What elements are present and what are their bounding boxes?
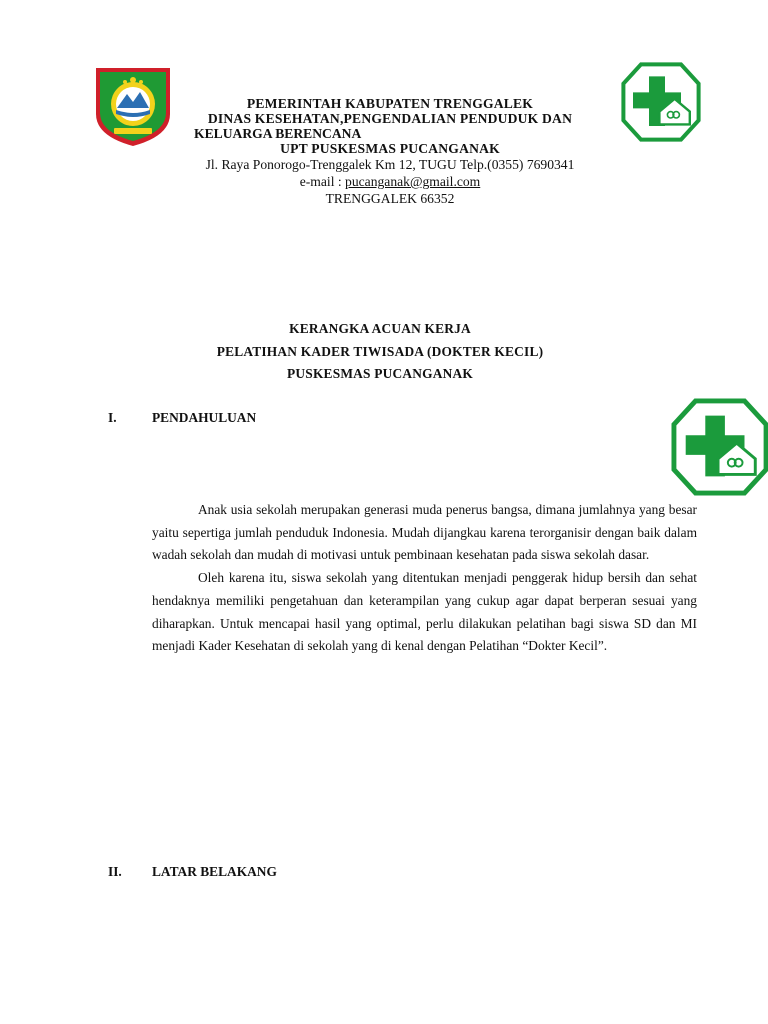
city-line: TRENGGALEK 66352 xyxy=(325,191,455,206)
department-line-2: KELUARGA BERENCANA xyxy=(194,126,362,141)
section-title: LATAR BELAKANG xyxy=(152,864,277,879)
paragraph: Anak usia sekolah merupakan generasi muda penerus bangsa, dimana jumlahnya yang besar yaitu sepertiga jumlah penduduk Indonesia. Mudah dijangkau karena terorganisir dengan baik dalam wadah sekolah dan mudah di motivasi untuk pembinaan kesehatan pada siswa sekolah dasar. xyxy=(152,502,697,563)
address-line: Jl. Raya Ponorogo-Trenggalek Km 12, TUGU Telp.(0355) 7690341 xyxy=(205,157,575,172)
trenggalek-regency-emblem xyxy=(92,64,174,148)
email-line: e-mail : pucanganak@gmail.com xyxy=(299,174,481,189)
department-line-1: DINAS KESEHATAN,PENGENDALIAN PENDUDUK DAN xyxy=(207,111,573,126)
document-title xyxy=(150,318,610,386)
title-line-2: PELATIHAN KADER TIWISADA (DOKTER KECIL) xyxy=(216,343,544,359)
section-title: PENDAHULUAN xyxy=(152,410,257,425)
section-number: II. xyxy=(108,864,122,879)
email-link[interactable]: pucanganak@gmail.com xyxy=(345,174,481,189)
paragraph: Oleh karena itu, siswa sekolah yang ditentukan menjadi penggerak hidup bersih dan sehat hendaknya memiliki pengetahuan dan keterampilan yang cukup agar dapat berperan sesuai yang diharapkan. Untuk mencapai hasil yang optimal, perlu dilakukan pelatihan bagi siswa SD dan MI menjadi Kader Kesehatan di sekolah yang di kenal dengan Pelatihan “Dokter Kecil”. xyxy=(152,570,697,654)
unit-line: UPT PUSKESMAS PUCANGANAK xyxy=(280,141,500,156)
government-line: PEMERINTAH KABUPATEN TRENGGALEK xyxy=(246,96,534,111)
section-number: I. xyxy=(108,410,117,425)
section-1-body xyxy=(152,499,697,658)
title-line-3: PUSKESMAS PUCANGANAK xyxy=(287,366,473,381)
puskesmas-logo-icon xyxy=(671,398,768,496)
puskesmas-logo-icon xyxy=(621,62,701,142)
title-line-1: KERANGKA ACUAN KERJA xyxy=(289,321,471,336)
letterhead xyxy=(180,96,600,207)
